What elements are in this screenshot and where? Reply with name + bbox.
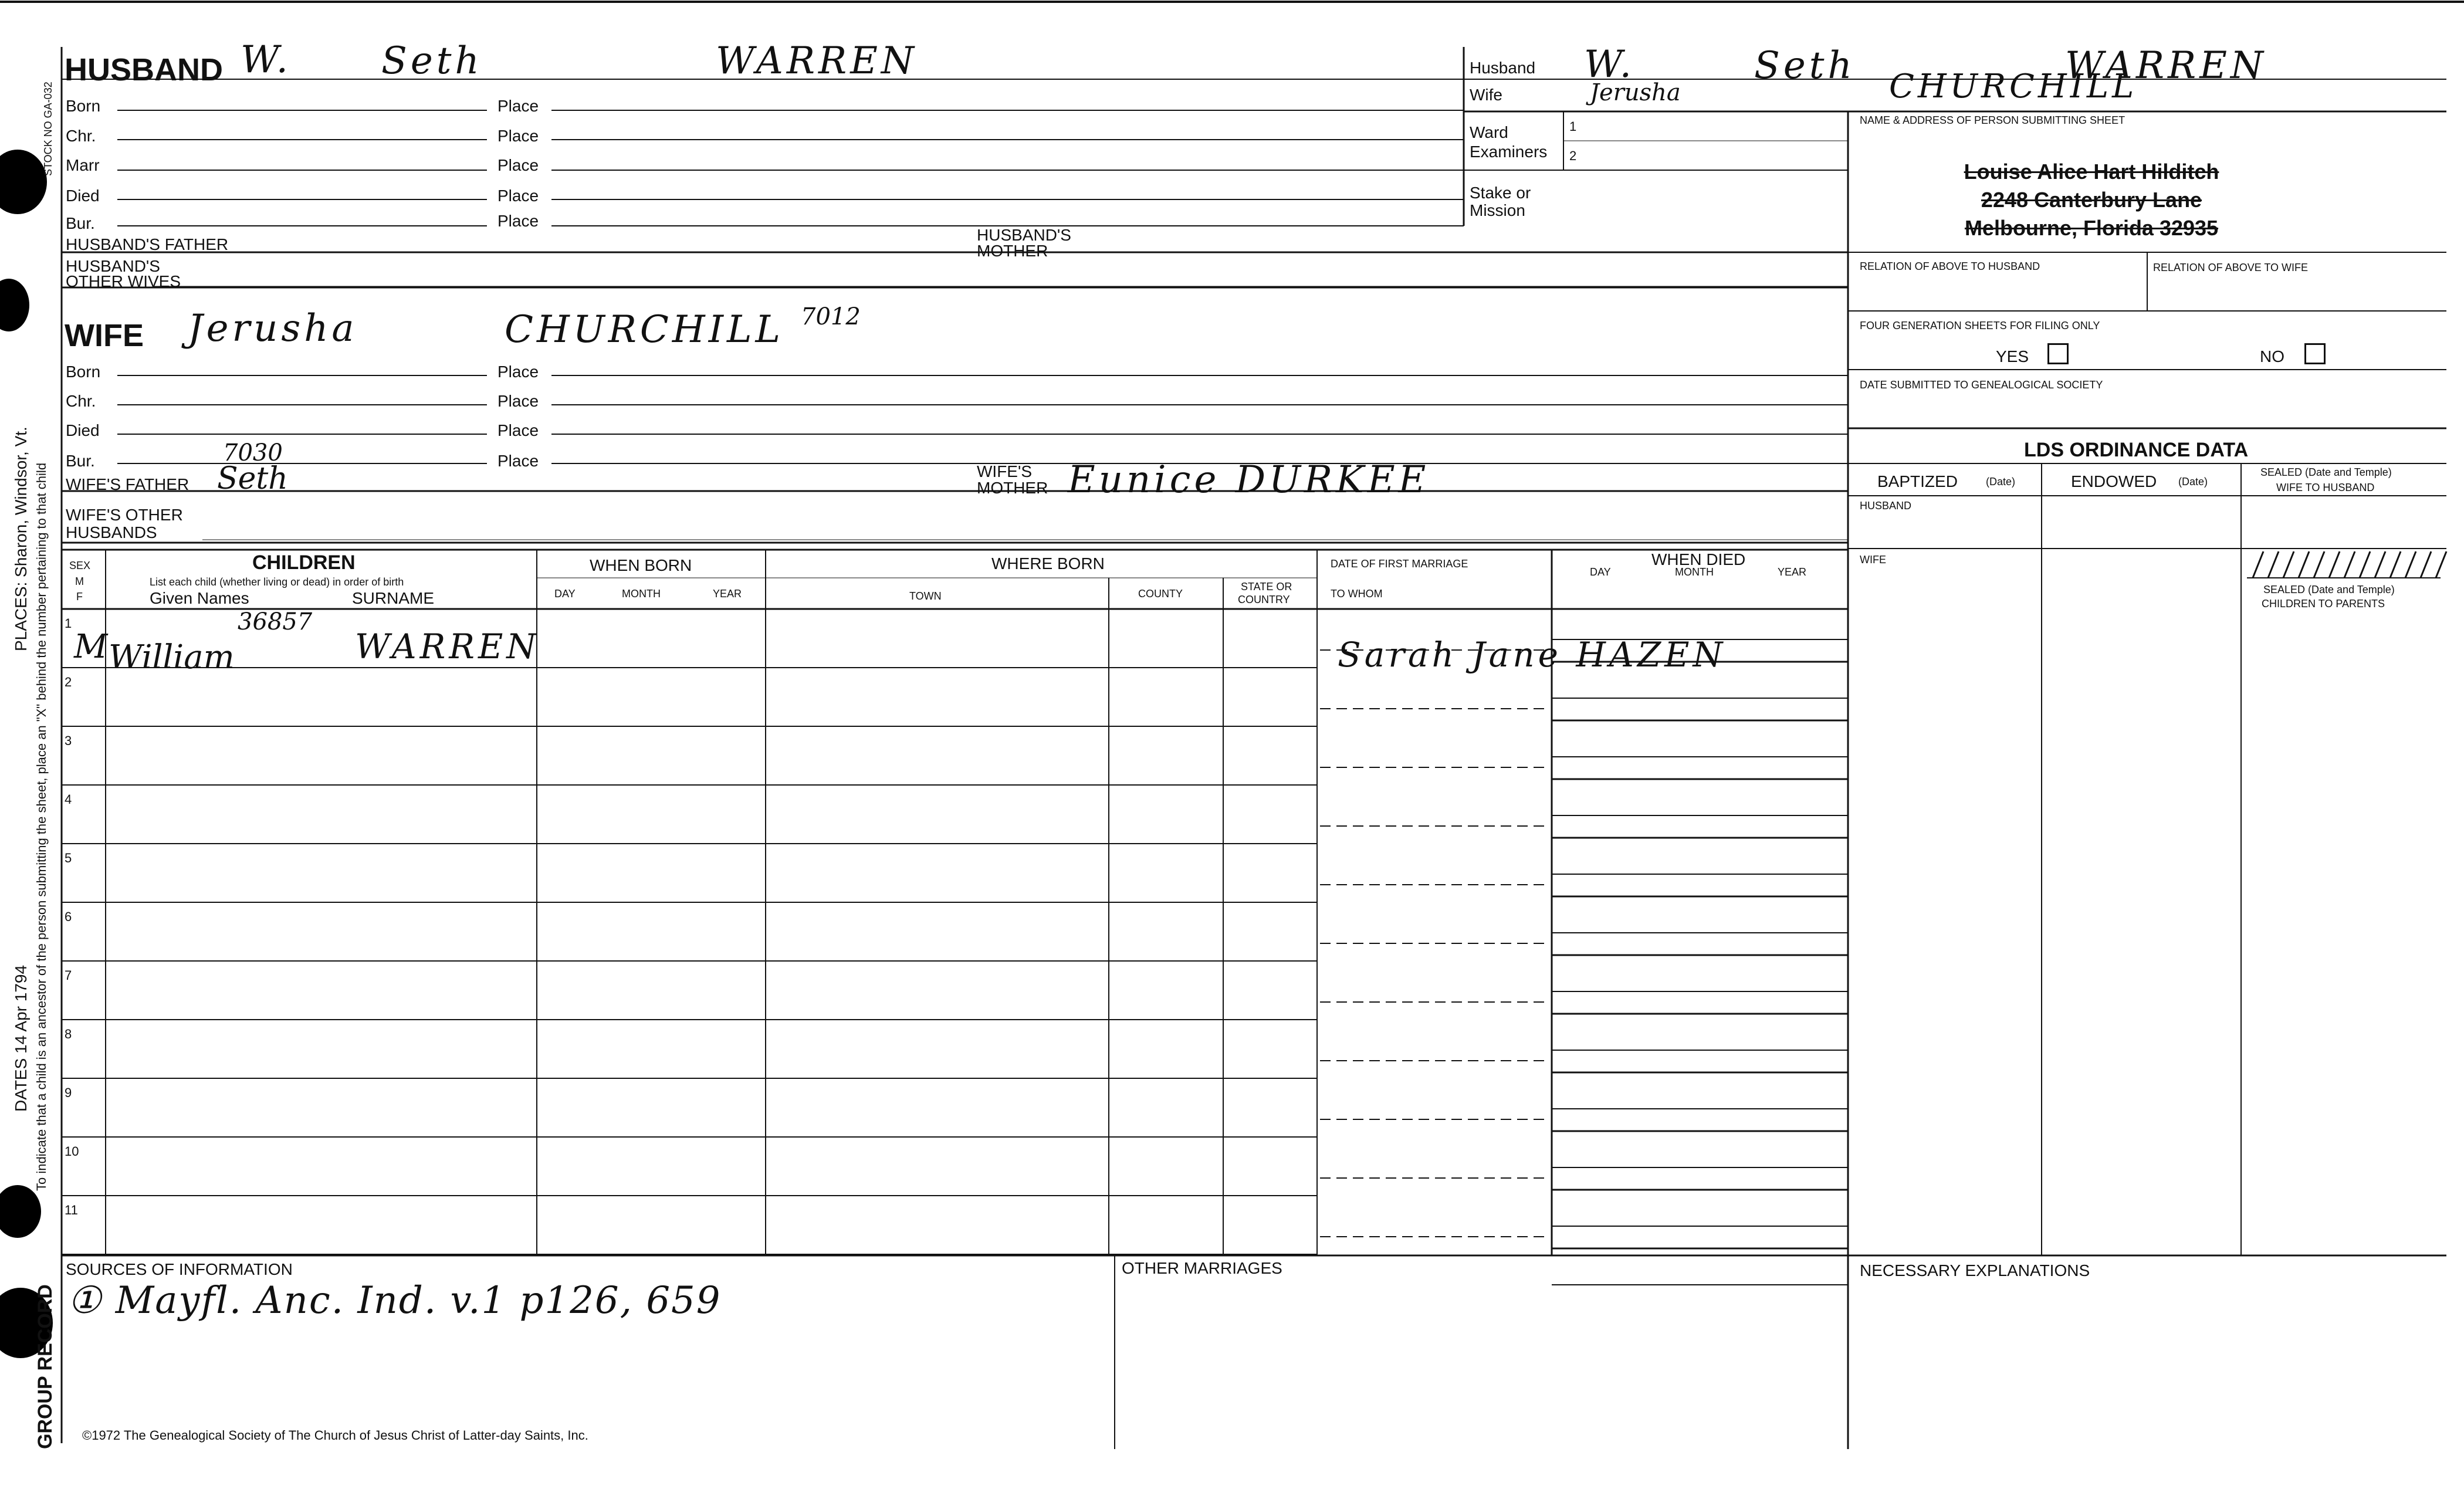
husband-middle-name: Seth bbox=[381, 39, 483, 83]
state-label-2: COUNTRY bbox=[1238, 594, 1290, 605]
examiner-1-number: 1 bbox=[1569, 119, 1577, 134]
examiners-label: Examiners bbox=[1470, 143, 1548, 161]
husbands-father-label: HUSBAND'S FATHER bbox=[66, 235, 229, 253]
child-row-number: 4 bbox=[65, 792, 72, 807]
form-rule bbox=[2314, 551, 2324, 578]
group-record-label: GROUP RECORD bbox=[34, 1284, 56, 1449]
where-born-label: WHERE BORN bbox=[991, 554, 1105, 573]
wife-born-place-label: Place bbox=[497, 363, 539, 381]
relation-to-wife-label: RELATION OF ABOVE TO WIFE bbox=[2153, 262, 2309, 273]
form-rule bbox=[2344, 551, 2355, 578]
child-row-number: 1 bbox=[65, 616, 72, 631]
husband-label: HUSBAND bbox=[65, 52, 223, 87]
wife-father-name: Seth bbox=[217, 461, 288, 496]
husband-bur-label: Bur. bbox=[66, 214, 95, 232]
husband-surname: WARREN bbox=[716, 39, 918, 83]
examiner-2-number: 2 bbox=[1569, 148, 1577, 163]
form-rule bbox=[2283, 551, 2294, 578]
husband-chr-label: Chr. bbox=[66, 127, 96, 145]
stock-number: STOCK NO GA-032 bbox=[42, 82, 54, 176]
died-year-label: YEAR bbox=[1778, 566, 1807, 578]
died-month-label: MONTH bbox=[1675, 566, 1714, 578]
husband-bur-place-label: Place bbox=[497, 212, 539, 230]
to-whom-label: TO WHOM bbox=[1331, 588, 1383, 600]
baptized-date-label: (Date) bbox=[1986, 476, 2016, 488]
sealed-children-label-1: SEALED (Date and Temple) bbox=[2263, 584, 2395, 595]
wifes-mother-label-1: WIFE'S bbox=[977, 462, 1033, 480]
state-label-1: STATE OR bbox=[1241, 581, 1292, 593]
form-rule bbox=[2253, 551, 2263, 578]
child-row-number: 6 bbox=[65, 909, 72, 924]
child-1-given-name: William bbox=[109, 638, 235, 676]
born-year-label: YEAR bbox=[713, 588, 742, 600]
town-label: TOWN bbox=[909, 590, 942, 602]
child-1-surname: WARREN bbox=[355, 627, 540, 666]
given-names-label: Given Names bbox=[150, 589, 249, 607]
first-marriage-label: DATE OF FIRST MARRIAGE bbox=[1331, 558, 1468, 570]
wife-chr-place-label: Place bbox=[497, 392, 539, 410]
when-died-label: WHEN DIED bbox=[1651, 550, 1746, 568]
when-born-label: WHEN BORN bbox=[590, 556, 692, 574]
wife-died-label: Died bbox=[66, 421, 100, 439]
form-rule bbox=[2405, 551, 2416, 578]
sealed-wife-label-1: SEALED (Date and Temple) bbox=[2260, 466, 2392, 478]
submitter-street: 2248 Canterbury Lane bbox=[1981, 188, 2202, 212]
other-marriages-label: OTHER MARRIAGES bbox=[1122, 1259, 1282, 1277]
sources-label: SOURCES OF INFORMATION bbox=[66, 1260, 293, 1278]
form-rule bbox=[2390, 551, 2401, 578]
child-1-record-number: 36857 bbox=[238, 608, 313, 635]
husbands-mother-label-1: HUSBAND'S bbox=[977, 226, 1071, 244]
wife-died-place-label: Place bbox=[497, 421, 539, 439]
child-row-number: 3 bbox=[65, 733, 72, 748]
top-husband-label: Husband bbox=[1470, 59, 1536, 77]
husband-died-label: Died bbox=[66, 187, 100, 205]
form-rule bbox=[2268, 551, 2279, 578]
top-wife-surname: CHURCHILL bbox=[1889, 67, 2138, 106]
county-label: COUNTY bbox=[1138, 588, 1183, 600]
sex-label: SEX bbox=[69, 560, 91, 571]
endowed-date-label: (Date) bbox=[2178, 476, 2208, 488]
form-rule bbox=[2421, 551, 2431, 578]
lds-husband-row-label: HUSBAND bbox=[1860, 500, 1912, 512]
places-note: PLACES: Sharon, Windsor, Vt. bbox=[12, 427, 30, 651]
yes-label: YES bbox=[1996, 347, 2029, 365]
husband-chr-place-label: Place bbox=[497, 127, 539, 145]
endowed-label: ENDOWED bbox=[2071, 472, 2157, 490]
lds-ordinance-title: LDS ORDINANCE DATA bbox=[2024, 439, 2249, 461]
wife-born-label: Born bbox=[66, 363, 101, 381]
top-husband-middle: Seth bbox=[1754, 44, 1856, 87]
wife-bur-place-label: Place bbox=[497, 452, 539, 470]
ancestor-indicator-note: To indicate that a child is an ancestor of the person submitting the sheet, place an "X" behind the number pertaining to that child bbox=[34, 462, 49, 1191]
husband-marr-place-label: Place bbox=[497, 156, 539, 174]
relation-to-husband-label: RELATION OF ABOVE TO HUSBAND bbox=[1860, 260, 2040, 272]
wife-label: WIFE bbox=[65, 318, 144, 353]
husband-died-place-label: Place bbox=[497, 187, 539, 205]
child-row-number: 11 bbox=[65, 1203, 78, 1217]
husbands-other-wives-label-1: HUSBAND'S bbox=[66, 257, 160, 275]
wifes-mother-label-2: MOTHER bbox=[977, 479, 1048, 497]
child-row-number: 9 bbox=[65, 1085, 72, 1100]
child-1-sex: M bbox=[74, 628, 108, 666]
child-row-number: 5 bbox=[65, 851, 72, 865]
wife-record-number: 7012 bbox=[801, 303, 861, 330]
child-row-number: 7 bbox=[65, 968, 72, 983]
submitter-name: Louise Alice Hart Hilditch bbox=[1964, 160, 2219, 184]
wife-mother-name: Eunice DURKEE bbox=[1068, 458, 1430, 502]
sealed-children-label-2: CHILDREN TO PARENTS bbox=[2262, 598, 2385, 610]
husband-born-label: Born bbox=[66, 97, 101, 115]
form-rule bbox=[2436, 551, 2446, 578]
baptized-label: BAPTIZED bbox=[1877, 472, 1958, 490]
child-row-number: 2 bbox=[65, 675, 72, 689]
wife-chr-label: Chr. bbox=[66, 392, 96, 410]
died-day-label: DAY bbox=[1590, 566, 1611, 578]
form-rule bbox=[2360, 551, 2370, 578]
born-day-label: DAY bbox=[554, 588, 576, 600]
husband-born-place-label: Place bbox=[497, 97, 539, 115]
children-title: CHILDREN bbox=[252, 551, 356, 574]
dates-note: DATES 14 Apr 1794 bbox=[12, 964, 30, 1112]
ward-label: Ward bbox=[1470, 123, 1508, 141]
stake-label-1: Stake or bbox=[1470, 184, 1531, 202]
husbands-other-wives-label-2: OTHER WIVES bbox=[66, 272, 181, 290]
husbands-mother-label-2: MOTHER bbox=[977, 242, 1048, 260]
husband-marr-label: Marr bbox=[66, 156, 100, 174]
lds-wife-row-label: WIFE bbox=[1860, 554, 1886, 566]
sources-value: ① Mayfl. Anc. Ind. v.1 p126, 659 bbox=[67, 1279, 722, 1322]
top-wife-label: Wife bbox=[1470, 86, 1502, 104]
no-checkbox[interactable] bbox=[2304, 343, 2326, 364]
wife-father-number: 7030 bbox=[223, 439, 283, 466]
wifes-other-husbands-label-1: WIFE'S OTHER bbox=[66, 506, 183, 524]
submitter-label: NAME & ADDRESS OF PERSON SUBMITTING SHEET bbox=[1860, 114, 2125, 126]
wife-bur-label: Bur. bbox=[66, 452, 95, 470]
copyright: ©1972 The Genealogical Society of The Church of Jesus Christ of Latter-day Saints, Inc. bbox=[82, 1428, 588, 1443]
form-rule bbox=[2329, 551, 2340, 578]
yes-checkbox[interactable] bbox=[2047, 343, 2069, 364]
sex-f-label: F bbox=[76, 591, 83, 603]
surname-label: SURNAME bbox=[352, 589, 435, 607]
wifes-father-label: WIFE'S FATHER bbox=[66, 475, 189, 493]
husband-given-name: W. bbox=[241, 38, 292, 82]
top-wife-given: Jerusha bbox=[1590, 79, 1681, 106]
child-row-number: 10 bbox=[65, 1144, 79, 1159]
necessary-explanations-label: NECESSARY EXPLANATIONS bbox=[1860, 1261, 2090, 1280]
stake-label-2: Mission bbox=[1470, 201, 1525, 219]
wife-surname: CHURCHILL bbox=[505, 308, 784, 351]
child-1-spouse: Sarah Jane HAZEN bbox=[1338, 635, 1727, 675]
submitter-city: Melbourne, Florida 32935 bbox=[1964, 216, 2219, 240]
top-husband-given: W. bbox=[1584, 43, 1635, 86]
wifes-other-husbands-label-2: HUSBANDS bbox=[66, 523, 157, 541]
wife-given-name: Jerusha bbox=[188, 307, 358, 350]
no-label: NO bbox=[2260, 347, 2284, 365]
born-month-label: MONTH bbox=[622, 588, 661, 600]
sealed-wife-label-2: WIFE TO HUSBAND bbox=[2276, 482, 2375, 493]
children-note: List each child (whether living or dead) in order of birth bbox=[150, 576, 404, 588]
date-submitted-label: DATE SUBMITTED TO GENEALOGICAL SOCIETY bbox=[1860, 379, 2103, 391]
sex-m-label: M bbox=[75, 576, 84, 587]
child-row-number: 8 bbox=[65, 1027, 72, 1041]
top-husband-surname: WARREN bbox=[2065, 44, 2267, 87]
form-rule bbox=[2299, 551, 2309, 578]
form-rule bbox=[2375, 551, 2385, 578]
four-generation-label: FOUR GENERATION SHEETS FOR FILING ONLY bbox=[1860, 320, 2100, 331]
